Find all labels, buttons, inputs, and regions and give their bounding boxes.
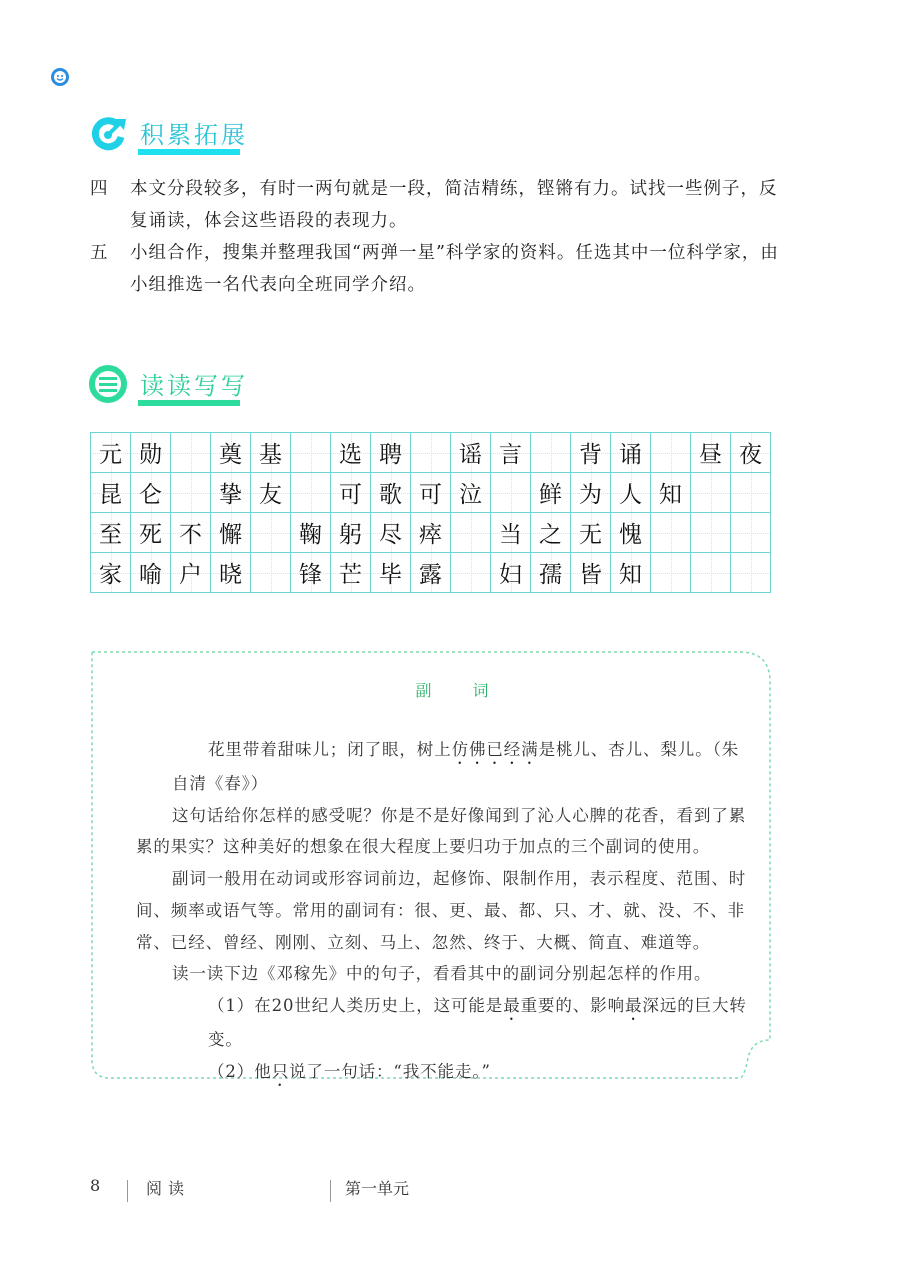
emphasized-adverb: 只	[271, 1061, 290, 1081]
grammar-paragraph	[136, 863, 752, 958]
grid-character: 当	[499, 522, 522, 548]
grid-character: 毕	[379, 562, 402, 588]
grid-character: 挚	[219, 482, 242, 508]
grid-character: 鲜	[539, 482, 562, 508]
question-number: 四	[90, 179, 108, 199]
paragraph-text: 读一读下边《邓稼先》中的句子，看看其中的副词分别起怎样的作用。	[172, 964, 712, 984]
section-title: 积累拓展	[140, 121, 248, 149]
grammar-paragraph	[136, 800, 752, 863]
grid-character: 选	[339, 442, 362, 468]
page-number: 8	[90, 1176, 101, 1195]
grammar-box-title: 副 词	[415, 681, 507, 700]
grid-character: 人	[619, 482, 642, 508]
emphasized-adverb: 最	[503, 995, 521, 1015]
grid-character: 元	[99, 442, 122, 468]
question-text: 小组合作，搜集并整理我国“两弹一星”科学家的资料。任选其中一位科学家，由小组推选一名代表向全班同学介绍。	[130, 243, 779, 295]
grid-character: 夜	[739, 442, 762, 468]
grid-character: 知	[659, 482, 682, 508]
emphasized-adverb: 仿佛已经满	[451, 740, 539, 759]
grid-character: 家	[99, 562, 122, 588]
grid-character: 背	[579, 442, 602, 468]
grid-character: 可	[419, 482, 442, 508]
question-text: 本文分段较多，有时一两句就是一段，简洁精练，铿锵有力。试找一些例子，反复诵读，体会这些语段的表现力。	[130, 179, 778, 231]
grid-character: 谣	[459, 442, 482, 468]
grid-character: 户	[179, 562, 202, 588]
paragraph-text: 说了一句话：“我不能走。”	[289, 1061, 491, 1081]
paragraph-text: 深远的巨大转变。	[208, 995, 747, 1049]
grid-character: 之	[539, 522, 562, 548]
grid-character: 友	[259, 482, 282, 508]
paragraph-text: （1）在20世纪人类历史上，这可能是	[208, 995, 504, 1015]
paragraph-text: 副词一般用在动词或形容词前边，起修饰、限制作用，表示程度、范围、时间、频率或语气等。常用的副词有：很、更、最、都、只、才、就、没、不、非常、已经、曾经、刚刚、立刻、马上、忽然、终于、大概、简直、难道等。	[136, 869, 747, 952]
grid-character: 为	[579, 482, 602, 508]
grid-character: 晓	[219, 562, 242, 588]
grid-character: 懈	[219, 522, 242, 548]
grid-character: 无	[579, 522, 602, 548]
section-title: 读读写写	[140, 372, 248, 400]
grid-character: 瘁	[419, 522, 442, 548]
grid-character: 歌	[379, 482, 402, 508]
grid-character: 仑	[139, 482, 162, 508]
page-footer	[0, 1176, 904, 1206]
footer-section: 阅读	[146, 1179, 191, 1198]
grid-character: 喻	[139, 562, 162, 588]
grammar-box-body	[136, 734, 752, 1090]
grammar-paragraph	[136, 1056, 752, 1090]
grid-character: 昼	[699, 442, 722, 468]
paragraph-text: 是桃儿、杏儿、梨儿。（朱自清《春》）	[172, 740, 740, 793]
grid-character: 诵	[619, 442, 642, 468]
footer-unit: 第一单元	[345, 1179, 410, 1198]
grid-character: 露	[419, 562, 442, 588]
question-number: 五	[90, 243, 108, 263]
grid-character: 死	[139, 522, 162, 548]
grid-character: 妇	[499, 562, 522, 588]
grid-character: 可	[339, 482, 362, 508]
grid-character: 鞠	[299, 522, 322, 548]
paragraph-text: （2）他	[208, 1061, 272, 1081]
footer-divider	[330, 1180, 331, 1202]
grid-character: 尽	[379, 522, 402, 548]
footer-divider	[127, 1180, 128, 1202]
grid-character: 孺	[539, 562, 562, 588]
grammar-paragraph	[136, 958, 752, 990]
grid-character: 言	[499, 442, 522, 468]
paragraph-text: 重要的、影响	[520, 995, 626, 1015]
paragraph-text: 花里带着甜味儿；闭了眼，树上	[208, 740, 452, 759]
grid-character: 锋	[299, 562, 322, 588]
grid-character: 基	[259, 442, 282, 468]
emphasized-adverb: 最	[625, 995, 643, 1015]
grid-character: 不	[179, 522, 202, 548]
grammar-paragraph	[172, 734, 752, 800]
grid-character: 泣	[459, 482, 482, 508]
grid-character: 皆	[579, 562, 602, 588]
grid-character: 躬	[339, 522, 362, 548]
grid-character: 芒	[339, 562, 362, 588]
paragraph-text: 这句话给你怎样的感受呢？你是不是好像闻到了沁人心脾的花香，看到了累累的果实？这种美好的想象在很大程度上要归功于加点的三个副词的使用。	[136, 805, 747, 857]
grid-character: 勋	[139, 442, 162, 468]
grid-character: 至	[99, 522, 122, 548]
grammar-paragraph	[136, 990, 752, 1056]
grid-character: 愧	[619, 522, 642, 548]
grid-character: 奠	[219, 442, 242, 468]
grid-character: 知	[619, 562, 642, 588]
grid-character: 聘	[379, 442, 402, 468]
grid-character: 昆	[99, 482, 122, 508]
